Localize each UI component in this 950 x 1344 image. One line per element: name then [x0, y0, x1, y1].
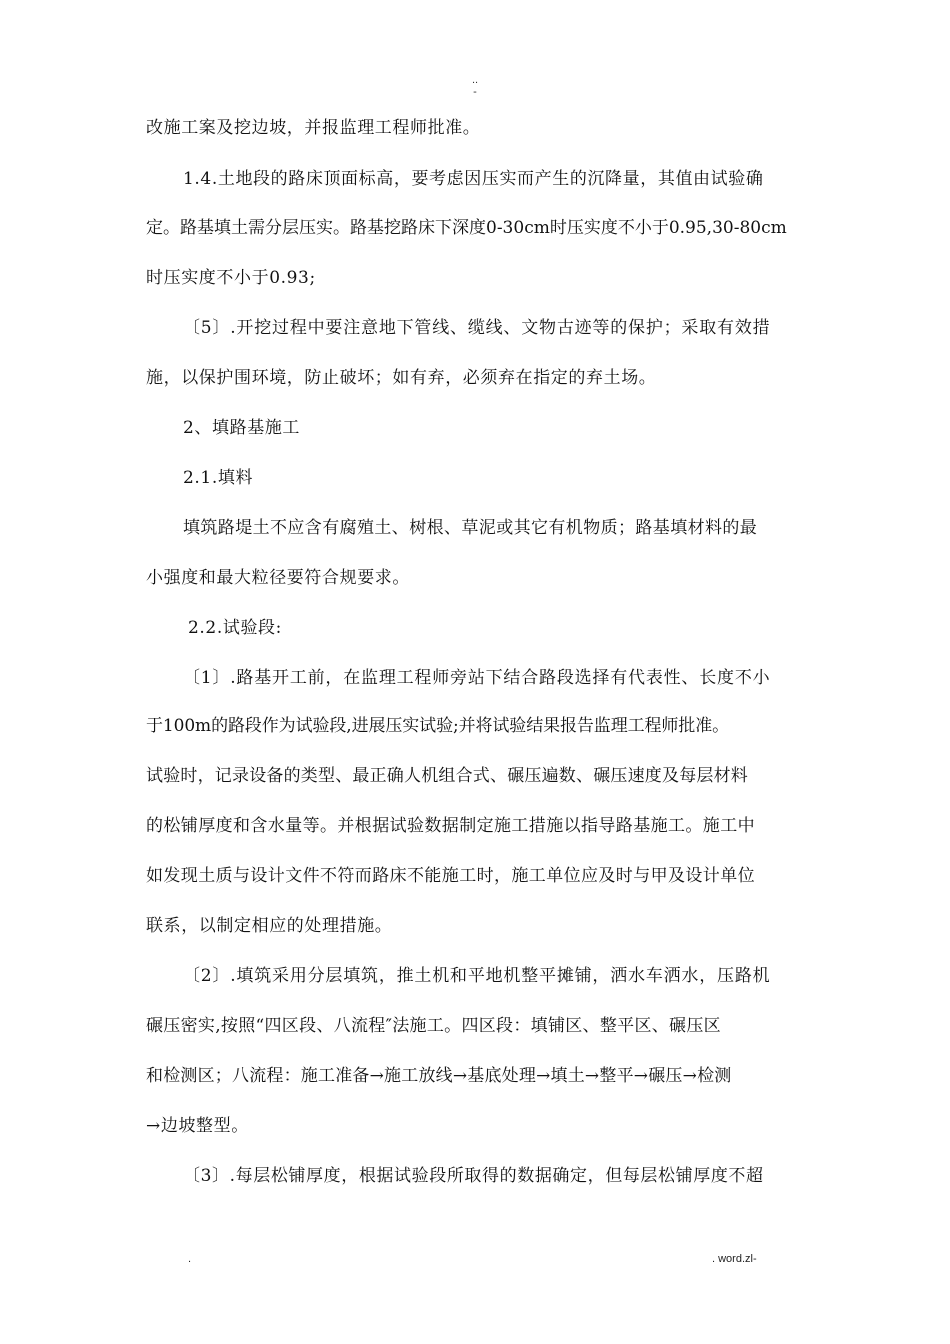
text-line: 和检测区；八流程：施工准备→施工放线→基底处理→填土→整平→碾压→检测: [146, 1066, 732, 1086]
text-line: 〔3〕.每层松铺厚度，根据试验段所取得的数据确定，但每层松铺厚度不超: [183, 1166, 764, 1186]
text-line: 联系，以制定相应的处理措施。: [146, 916, 393, 936]
footer-left: .: [188, 1253, 192, 1265]
page-header: [0, 74, 950, 98]
header-mark-bottom: -: [473, 86, 477, 98]
text-line: 小强度和最大粒径要符合规要求。: [146, 568, 410, 588]
text-line: 如发现土质与设计文件不符而路床不能施工时，施工单位应及时与甲及设计单位: [146, 866, 755, 886]
text-line: 时压实度不小于0.93;: [146, 268, 316, 288]
section-heading: 2、填路基施工: [183, 418, 301, 438]
text-line: 〔2〕.填筑采用分层填筑，推土机和平地机整平摊铺，洒水车洒水，压路机: [183, 966, 771, 986]
text-line: 定。路基填土需分层压实。路基挖路床下深度0-30cm时压实度不小于0.95,30-80cm: [146, 218, 787, 238]
text-line: 于100m的路段作为试验段,进展压实试验;并将试验结果报告监理工程师批准。: [146, 716, 729, 736]
text-line: 施，以保护围环境，防止破坏；如有弃，必须弃在指定的弃土场。: [146, 368, 657, 388]
text-line: 碾压密实,按照“四区段、八流程″法施工。四区段：填铺区、整平区、碾压区: [146, 1016, 721, 1036]
text-line: 试验时，记录设备的类型、最正确人机组合式、碾压遍数、碾压速度及每层材料: [146, 766, 748, 786]
text-line: 1.4.土地段的路床顶面标高，要考虑因压实而产生的沉降量，其值由试验确: [183, 169, 764, 189]
text-line: 的松铺厚度和含水量等。并根据试验数据制定施工措施以指导路基施工。施工中: [146, 816, 755, 836]
subsection-heading: 2.2.试验段:: [188, 618, 282, 638]
subsection-heading: 2.1.填料: [183, 468, 254, 488]
text-line: 改施工案及挖边坡，并报监理工程师批准。: [146, 118, 481, 138]
footer-right: . word.zl-: [712, 1253, 757, 1265]
text-line: 〔1〕.路基开工前，在监理工程师旁站下结合路段选择有代表性、长度不小: [183, 668, 771, 688]
text-line: 〔5〕.开挖过程中要注意地下管线、缆线、文物古迹等的保护；采取有效措: [183, 318, 771, 338]
header-mark-top: ..: [471, 74, 479, 86]
text-line: →边坡整型。: [146, 1116, 249, 1136]
text-line: 填筑路堤土不应含有腐殖土、树根、草泥或其它有机物质；路基填材料的最: [183, 518, 758, 538]
